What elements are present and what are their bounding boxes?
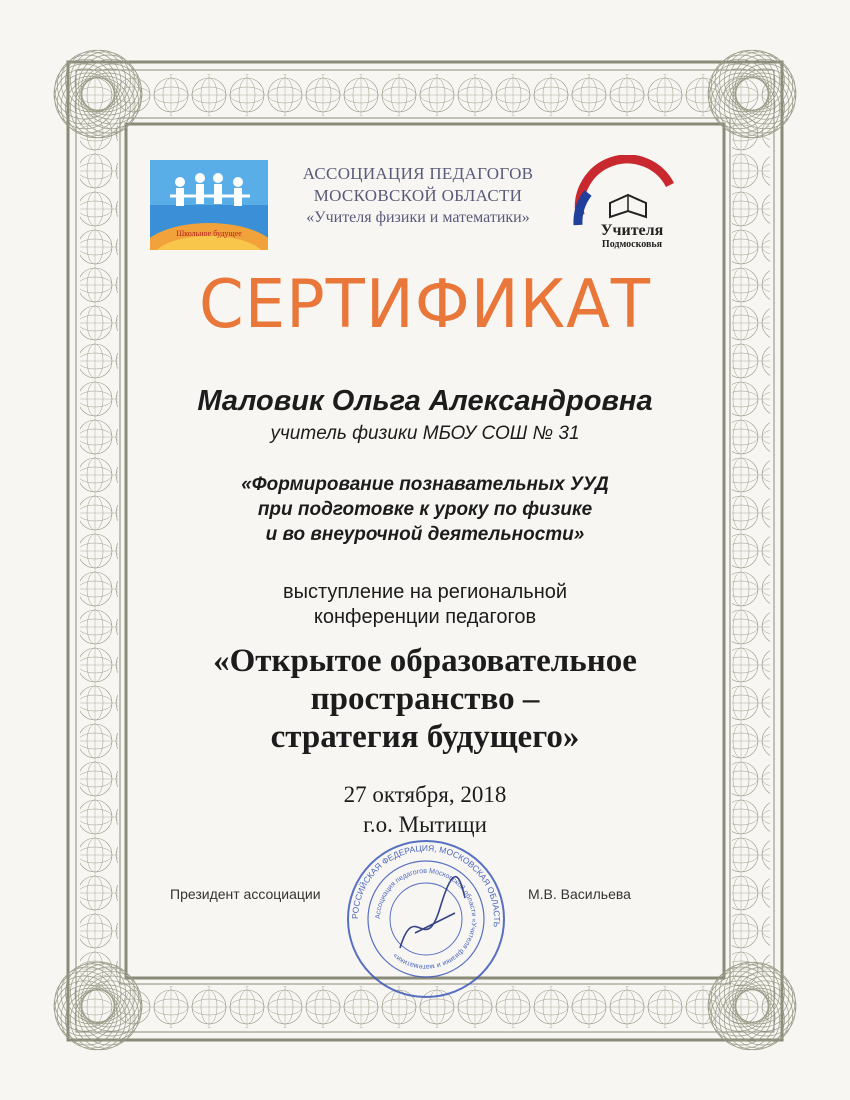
conference-title — [0, 642, 850, 756]
svg-text:Ассоциация педагогов Московско: Ассоциация педагогов Московской области «Учителя физики и математики» — [374, 867, 478, 971]
round-seal-stamp-icon — [345, 838, 507, 1000]
date-place — [0, 780, 850, 840]
association-people-logo-icon — [150, 160, 268, 250]
assoc-line-1: АССОЦИАЦИЯ ПЕДАГОГОВ — [302, 164, 534, 183]
svg-text:Школьное будущее: Школьное будущее — [176, 229, 242, 238]
event-date: 27 октября, 2018 — [343, 782, 507, 807]
presentation-topic — [0, 472, 850, 547]
svg-text:Учителя: Учителя — [600, 222, 664, 239]
certificate-title: СЕРТИФИКАТ — [199, 266, 651, 344]
speech-description — [0, 580, 850, 630]
conf-line-2: пространство – — [310, 681, 540, 717]
association-name — [268, 163, 568, 229]
recipient-position: учитель физики МБОУ СОШ № 31 — [270, 423, 580, 444]
recipient-name: Маловик Ольга Александровна — [197, 385, 653, 417]
conf-line-1: «Открытое образовательное — [213, 643, 637, 679]
header — [150, 155, 690, 255]
svg-text:Подмосковья: Подмосковья — [601, 239, 663, 250]
topic-line-1: «Формирование познавательных УУД — [241, 474, 609, 495]
president-name: М.В. Васильева — [528, 886, 631, 902]
assoc-line-2: МОСКОВСКОЙ ОБЛАСТИ — [313, 186, 523, 205]
topic-line-3: и во внеурочной деятельности» — [265, 524, 585, 545]
conf-line-3: стратегия будущего» — [270, 719, 580, 755]
topic-line-2: при подготовке к уроку по физике — [257, 499, 593, 520]
teachers-podmoskovya-logo-icon — [570, 155, 685, 255]
speech-line-2: конференции педагогов — [313, 606, 537, 628]
svg-text:РОССИЙСКАЯ ФЕДЕРАЦИЯ, МОСКОВСК: РОССИЙСКАЯ ФЕДЕРАЦИЯ, МОСКОВСКАЯ ОБЛАСТЬ — [349, 842, 503, 928]
event-city: г.о. Мытищи — [363, 812, 487, 837]
president-label: Президент ассоциации — [170, 886, 321, 902]
assoc-line-3: «Учителя физики и математики» — [306, 209, 530, 226]
speech-line-1: выступление на региональной — [282, 581, 568, 603]
